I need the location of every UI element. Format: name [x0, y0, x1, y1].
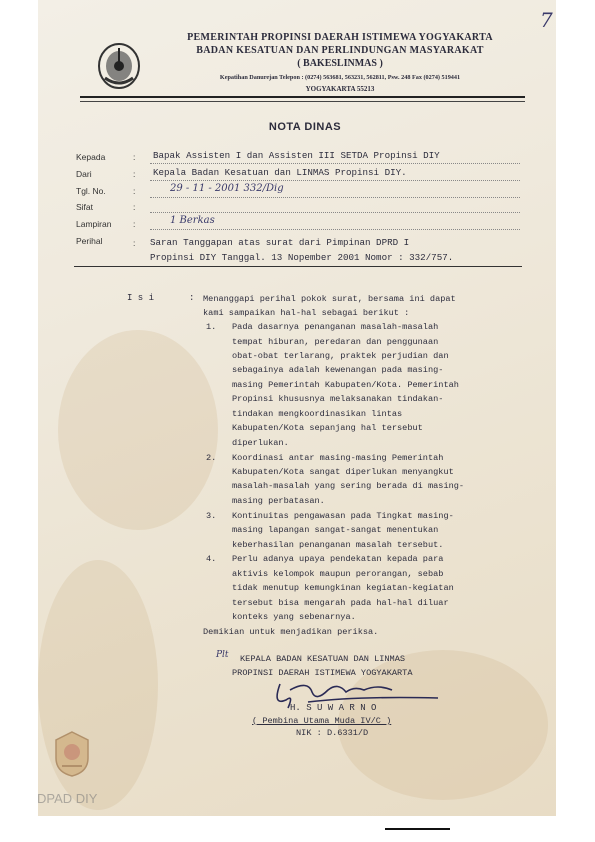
field-dotted-line [150, 197, 520, 198]
field-dotted-line [150, 163, 520, 164]
item-line: masing Pemerintah Kabupaten/Kota. Pemerintah [232, 380, 459, 390]
item-line: konteks yang sebenarnya. [232, 612, 356, 622]
letterhead-line1: PEMERINTAH PROPINSI DAERAH ISTIMEWA YOGYAKARTA [187, 32, 493, 43]
field-colon: : [133, 169, 136, 179]
field-colon: : [133, 186, 136, 196]
isi-label: I s i [127, 293, 155, 303]
item-line: obat-obat terlarang, praktek perjudian dan [232, 351, 449, 361]
item-line: Kabupaten/Kota sepanjang hal tersebut [232, 423, 423, 433]
item-line: masalah-masalah yang sering berada di masing- [232, 481, 465, 491]
field-dotted-line [150, 212, 520, 213]
watermark-text: DPAD DIY [37, 791, 98, 806]
field-dotted-line [150, 229, 520, 230]
field-dotted-line [150, 180, 520, 181]
field-label-perihal: Perihal [76, 236, 103, 246]
isi-intro-line: kami sampaikan hal-hal sebagai berikut : [203, 308, 410, 318]
watermark-emblem-icon [52, 730, 92, 778]
field-label-lampiran: Lampiran [76, 219, 112, 229]
field-label-dari: Dari [76, 169, 92, 179]
item-number: 3. [206, 511, 217, 521]
field-colon: : [133, 152, 136, 162]
item-line: Koordinasi antar masing-masing Pemerintah [232, 453, 444, 463]
item-line: Kabupaten/Kota sangat diperlukan menyangkut [232, 467, 454, 477]
field-colon: : [133, 219, 136, 229]
item-line: tersebut bisa mengarah pada hal-hal diluar [232, 598, 449, 608]
item-line: masing lapangan sangat-sangat menentukan [232, 525, 439, 535]
isi-colon: : [189, 293, 195, 303]
signatory-rank: ( Pembina Utama Muda IV/C ) [252, 716, 392, 726]
field-label-sifat: Sifat [76, 202, 94, 212]
item-line: Perlu adanya upaya pendekatan kepada para [232, 554, 444, 564]
field-value-kepada: Bapak Assisten I dan Assisten III SETDA Propinsi DIY [153, 150, 440, 161]
closing-sentence: Demikian untuk menjadikan periksa. [203, 627, 379, 637]
letterhead-line3: ( BAKESLINMAS ) [297, 58, 383, 69]
signature-title-line1: KEPALA BADAN KESATUAN DAN LINMAS [240, 654, 406, 664]
item-line: keberhasilan penanganan masalah tersebut. [232, 540, 444, 550]
signatory-nik: NIK : D.6331/D [296, 728, 369, 738]
emblem-icon [95, 42, 143, 90]
letterhead-rule [80, 96, 525, 98]
field-value-perihal-line2: Propinsi DIY Tanggal. 13 Nopember 2001 Nomor : 332/757. [150, 252, 454, 263]
item-line: Propinsi khususnya melaksanakan tindakan- [232, 394, 444, 404]
field-colon: : [133, 238, 136, 248]
signatory-name: H. S U W A R N O [290, 703, 377, 713]
letterhead-city: YOGYAKARTA 55213 [305, 85, 375, 93]
signature-plt-mark: Plt [216, 650, 229, 660]
page-footer-rule [385, 828, 450, 830]
item-line: tempat hiburan, peredaran dan penggunaan [232, 337, 439, 347]
item-line: aktivis kelompok maupun perorangan, sebab [232, 569, 444, 579]
field-value-dari: Kepala Badan Kesatuan dan LINMAS Propinsi DIY. [153, 167, 407, 178]
item-number: 1. [206, 322, 217, 332]
item-number: 2. [206, 453, 217, 463]
field-value-tgl-no: 29 - 11 - 2001 332/Dig [170, 183, 284, 194]
signature-title-line2: PROPINSI DAERAH ISTIMEWA YOGYAKARTA [232, 668, 413, 678]
isi-intro-line: Menanggapi perihal pokok surat, bersama ini dapat [203, 294, 456, 304]
item-line: Pada dasarnya penanganan masalah-masalah [232, 322, 439, 332]
field-value-lampiran: 1 Berkas [170, 215, 215, 226]
document-title: NOTA DINAS [268, 121, 342, 133]
item-line: tidak menutup kemungkinan kegiatan-kegiatan [232, 583, 454, 593]
letterhead-rule-thin [80, 101, 525, 102]
item-number: 4. [206, 554, 217, 564]
page-number-mark: 7 [540, 8, 553, 32]
paper-stain [58, 330, 218, 530]
item-line: Kontinuitas pengawasan pada Tingkat masing- [232, 511, 454, 521]
header-divider [74, 266, 522, 267]
field-value-perihal: Saran Tanggapan atas surat dari Pimpinan DPRD I [150, 237, 410, 248]
field-label-kepada: Kepada [76, 152, 106, 162]
field-colon: : [133, 202, 136, 212]
field-label-tgl-no: Tgl. No. [76, 186, 106, 196]
letterhead-address: Kepatihan Danurejan Telepon : (0274) 563681, 563231, 562811, Psw. 248 Fax (0274) 519441 [219, 74, 461, 81]
item-line: tindakan mengkoordinasikan lintas [232, 409, 403, 419]
letterhead-line2: BADAN KESATUAN DAN PERLINDUNGAN MASYARAKAT [196, 45, 484, 56]
item-line: masing perbatasan. [232, 496, 325, 506]
item-line: sebagainya adalah kewenangan pada masing- [232, 365, 444, 375]
item-line: diperlukan. [232, 438, 289, 448]
